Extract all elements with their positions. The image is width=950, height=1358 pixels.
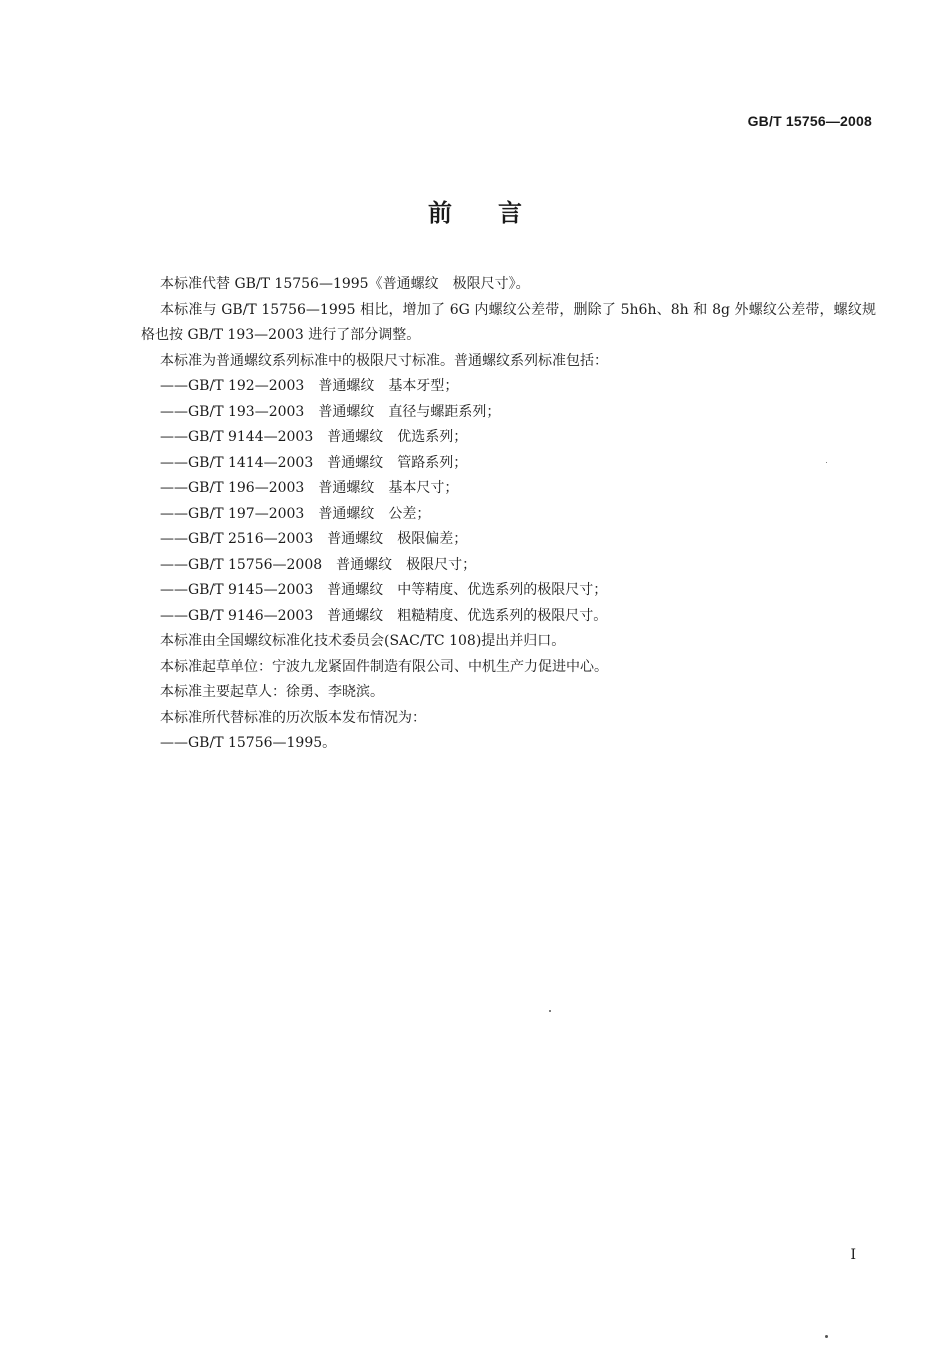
foreword-body xyxy=(141,272,876,757)
paragraph-history-intro: 本标准所代替标准的历次版本发布情况为： xyxy=(160,709,426,726)
series-list-item: ——GB/T 9144—2003 普通螺纹 优选系列； xyxy=(160,429,468,445)
series-list-item: ——GB/T 193—2003 普通螺纹 直径与螺距系列； xyxy=(160,403,501,420)
series-list-item: ——GB/T 192—2003 普通螺纹 基本牙型； xyxy=(160,378,459,394)
history-list-item: ——GB/T 15756—1995。 xyxy=(160,735,337,751)
standard-code: GB/T 15756—2008 xyxy=(747,113,872,129)
paragraph-series-intro: 本标准为普通螺纹系列标准中的极限尺寸标准。普通螺纹系列标准包括： xyxy=(160,352,608,369)
page-number: I xyxy=(850,1247,856,1263)
scan-speck xyxy=(826,462,827,463)
scan-speck xyxy=(825,1335,828,1338)
series-list-item: ——GB/T 9145—2003 普通螺纹 中等精度、优选系列的极限尺寸； xyxy=(160,582,608,598)
paragraph-replaces: 本标准代替 GB/T 15756—1995《普通螺纹 极限尺寸》。 xyxy=(160,276,530,292)
paragraph-proposed-by: 本标准由全国螺纹标准化技术委员会(SAC/TC 108)提出并归口。 xyxy=(160,633,566,649)
series-list-item: ——GB/T 2516—2003 普通螺纹 极限偏差； xyxy=(160,531,468,547)
scan-speck xyxy=(549,1010,551,1012)
series-list-item: ——GB/T 197—2003 普通螺纹 公差； xyxy=(160,505,431,522)
series-list-item: ——GB/T 15756—2008 普通螺纹 极限尺寸； xyxy=(160,556,477,573)
series-list-item: ——GB/T 9146—2003 普通螺纹 粗糙精度、优选系列的极限尺寸。 xyxy=(160,607,608,624)
series-list-item: ——GB/T 196—2003 普通螺纹 基本尺寸； xyxy=(160,480,459,496)
paragraph-changes: 本标准与 GB/T 15756—1995 相比，增加了 6G 内螺纹公差带，删除了 5h6h、8h 和 8g 外螺纹公差带，螺纹规格也按 GB/T 193—2003 进行了部分调整。 xyxy=(141,301,876,343)
paragraph-drafting-units: 本标准起草单位：宁波九龙紧固件制造有限公司、中机生产力促进中心。 xyxy=(160,658,608,675)
series-list-item: ——GB/T 1414—2003 普通螺纹 管路系列； xyxy=(160,454,468,471)
page-title: 前言 xyxy=(428,199,568,227)
paragraph-drafters: 本标准主要起草人：徐勇、李晓滨。 xyxy=(160,684,384,700)
